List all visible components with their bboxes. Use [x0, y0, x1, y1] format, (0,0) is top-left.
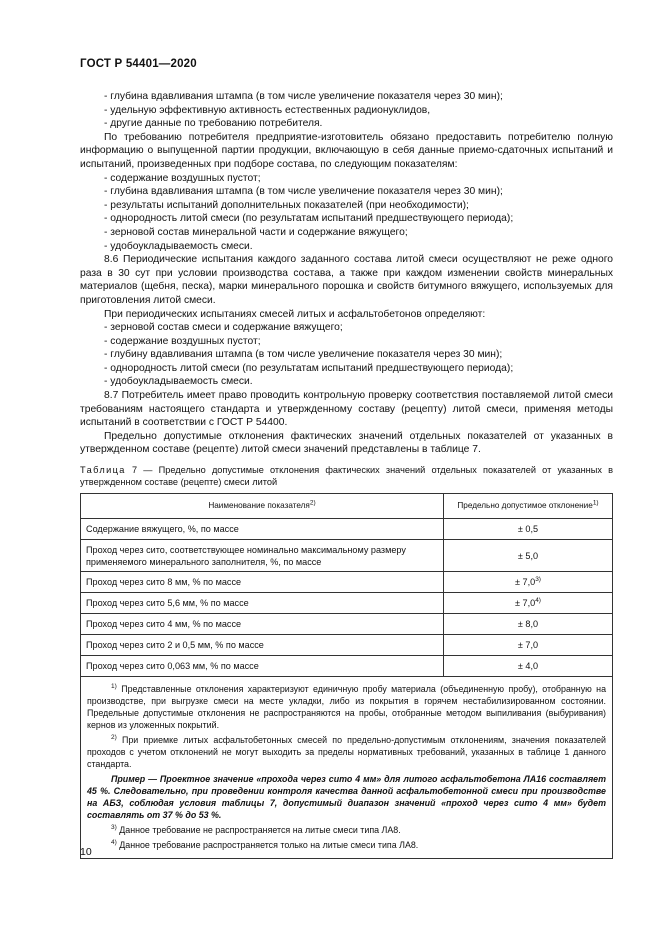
footnotes-cell	[81, 677, 613, 859]
table-cell-name: Проход через сито, соответствующее номинально максимальному размеру применяемого минерального заполнителя, %, по массе	[81, 540, 444, 572]
list-item: - глубина вдавливания штампа (в том числе увеличение показателя через 30 мин);	[104, 186, 503, 198]
table-cell-value: ± 7,0	[444, 635, 613, 656]
table-caption-number: 7	[132, 465, 138, 476]
list-item: - содержание воздушных пустот;	[104, 172, 261, 184]
table-cell-name: Содержание вяжущего, %, по массе	[81, 519, 444, 540]
footnote-example: Пример — Проектное значение «прохода через сито 4 мм» для литого асфальтобетона ЛА16 составляет 45 %. Следовательно, при проведении контроля качества данной асфальтобетонной смеси при производстве на АБЗ, соблюдая условия таблицы 7, допустимый диапазон значений «проход через сито 4 мм» будет составлять от 37 % до 53 %.	[87, 774, 606, 821]
table-cell-value: ± 4,0	[444, 656, 613, 677]
table-header-row	[81, 494, 613, 519]
deviation-table	[80, 493, 613, 859]
table-cell-name: Проход через сито 5,6 мм, % по массе	[81, 593, 444, 614]
table-row	[81, 540, 613, 572]
list-item: - результаты испытаний дополнительных показателей (при необходимости);	[104, 199, 469, 211]
list-item: - зерновой состав смеси и содержание вяжущего;	[104, 322, 343, 334]
column-header-deviation: Предельно допустимое отклонение$^{1)}$	[444, 494, 613, 519]
table-row	[81, 572, 613, 593]
table-footnotes	[81, 677, 613, 859]
paragraph: По требованию потребителя предприятие-изготовитель обязано предоставить потребителю полную информацию о выпущенной партии продукции, включающую в себя данные приемо-сдаточных испытаний и испытаний, произведенных при подборе состава, по следующим показателям:	[80, 131, 613, 170]
table-row	[81, 519, 613, 540]
list-item: - глубина вдавливания штампа (в том числе увеличение показателя через 30 мин);	[104, 91, 503, 102]
table-row	[81, 614, 613, 635]
list-item: - другие данные по требованию потребителя.	[104, 118, 323, 130]
table-caption-text: — Предельно допустимые отклонения фактических значений отдельных показателей от указанных в утвержденном составе (рецепте) смеси литой	[80, 465, 613, 488]
table-caption-label: Таблица	[80, 465, 126, 476]
list-item: - удобоукладываемость смеси.	[104, 376, 253, 388]
paragraph: При периодических испытаниях смесей литых и асфальтобетонов определяют:	[104, 308, 486, 320]
table-cell-name: Проход через сито 2 и 0,5 мм, % по массе	[81, 635, 444, 656]
footnote: $^{4)}$ Данное требование распространяется только на литые смеси типа ЛА8.	[111, 839, 419, 851]
list-item: - удельную эффективную активность естественных радионуклидов,	[104, 104, 431, 116]
footnote: $^{3)}$ Данное требование не распространяется на литые смеси типа ЛА8.	[111, 824, 401, 836]
list-item: - глубину вдавливания штампа (в том числе увеличение показателя через 30 мин);	[104, 349, 503, 361]
footnote: $^{2)}$ При приемке литых асфальтобетонных смесей по предельно-допустимым отклонениям, значения показателей проходов с учетом отклонений не могут выходить за пределы нормативных требований, указанных в таблице 1 данного стандарта.	[87, 734, 607, 770]
table-row	[81, 656, 613, 677]
table-row	[81, 593, 613, 614]
table-cell-value: ± $7,0^{4)}$	[444, 593, 613, 614]
paragraph: 8.7 Потребитель имеет право проводить контрольную проверку соответствия поставляемой литой смеси требованиям настоящего стандарта и утвержденному составу (рецепту) литой смеси, применяя методы испытаний в соответствии с ГОСТ Р 54400.	[80, 390, 613, 429]
list-item: - содержание воздушных пустот;	[104, 335, 261, 347]
table-cell-value: ± $7,0^{3)}$	[444, 572, 613, 593]
paragraph: Предельно допустимые отклонения фактических значений отдельных показателей от указанных в утвержденном составе (рецепте) литой смеси значений представлены в таблице 7.	[80, 430, 613, 456]
table-cell-name: Проход через сито 0,063 мм, % по массе	[81, 656, 444, 677]
table-cell-name: Проход через сито 4 мм, % по массе	[81, 614, 444, 635]
table-cell-value: ± 8,0	[444, 614, 613, 635]
list-item: - однородность литой смеси (по результатам испытаний предшествующего периода);	[104, 213, 514, 225]
list-item: - однородность литой смеси (по результатам испытаний предшествующего периода);	[104, 362, 514, 374]
table-cell-value: ± 0,5	[444, 519, 613, 540]
list-item: - удобоукладываемость смеси.	[104, 240, 253, 252]
table-cell-value: ± 5,0	[444, 540, 613, 572]
list-item: - зерновой состав минеральной части и содержание вяжущего;	[104, 226, 408, 238]
page-body	[80, 90, 613, 859]
page-number: 10	[80, 846, 92, 858]
column-header-name: Наименование показателя$^{2)}$	[81, 494, 444, 519]
footnote: $^{1)}$ Представленные отклонения характеризуют единичную пробу материала (объединенную пробу), отобранную на производстве, при выгрузке смеси на месте укладки, либо из покрытия в горячем нестабилизированном состоянии. Предельные допустимые отклонения не распространяются на пробы, отобранные методом выпиливания (выбуривания) кернов из уложенных покрытий.	[87, 683, 607, 731]
table-caption	[80, 464, 613, 488]
table-cell-name: Проход через сито 8 мм, % по массе	[81, 572, 444, 593]
document-code: ГОСТ Р 54401—2020	[80, 58, 197, 70]
paragraph: 8.6 Периодические испытания каждого заданного состава литой смеси осуществляют не реже одного раза в 30 сут при условии производства состава, а также при каждом изменении свойств минеральных материалов (щебня, песка), марки минерального порошка и свойств битумного вяжущего, используемых для приготовления литой смеси.	[80, 254, 613, 306]
table-row	[81, 635, 613, 656]
